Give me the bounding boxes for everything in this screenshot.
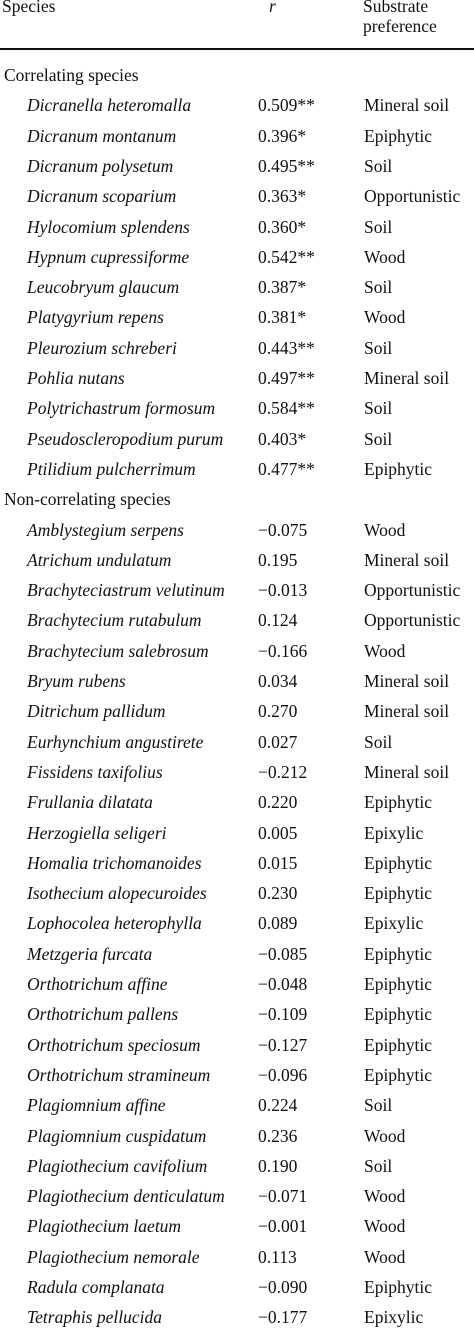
species-cell: Orthotrichum stramineum	[27, 1064, 211, 1085]
r-cell: 0.190	[258, 1155, 298, 1176]
r-cell: −0.090	[258, 1277, 308, 1297]
substrate-cell: Wood	[364, 307, 406, 328]
species-cell: Brachytecium salebrosum	[27, 640, 209, 661]
r-cell: 0.542**	[258, 246, 315, 267]
table-row	[0, 1181, 474, 1211]
r-cell: −0.085	[258, 943, 308, 964]
table-row	[0, 878, 474, 908]
substrate-cell: Epiphytic	[364, 458, 433, 479]
substrate-cell: Epiphytic	[364, 1034, 433, 1055]
header-substrate-line1: Substrate	[363, 0, 429, 16]
substrate-cell: Soil	[364, 731, 393, 752]
r-cell: −0.048	[258, 974, 308, 994]
table-row	[0, 787, 474, 817]
r-cell: −0.109	[258, 1004, 308, 1025]
r-cell: −0.096	[258, 1064, 308, 1085]
table-row	[0, 1121, 474, 1151]
species-cell: Bryum rubens	[27, 671, 126, 691]
species-cell: Hypnum cupressiforme	[27, 246, 190, 267]
table-row	[0, 272, 474, 302]
species-cell: Ptilidium pulcherrimum	[27, 458, 196, 479]
substrate-cell: Epiphytic	[364, 125, 433, 146]
r-cell: −0.127	[258, 1034, 308, 1055]
table-row	[0, 1272, 474, 1302]
header-substrate	[363, 0, 474, 36]
r-cell: −0.013	[258, 580, 308, 601]
species-cell: Fissidens taxifolius	[27, 761, 163, 782]
r-cell: 0.477**	[258, 458, 315, 479]
substrate-cell: Opportunistic	[364, 186, 461, 207]
r-cell: −0.177	[258, 1307, 308, 1328]
species-cell: Frullania dilatata	[27, 792, 153, 813]
substrate-cell: Epiphytic	[364, 792, 433, 813]
substrate-cell: Wood	[364, 1125, 406, 1146]
species-cell: Tetraphis pellucida	[27, 1307, 162, 1328]
table-row	[0, 969, 474, 999]
group-title: Correlating species	[4, 65, 139, 85]
table-row	[0, 1302, 474, 1332]
table-row	[0, 212, 474, 242]
r-cell: −0.166	[258, 640, 308, 661]
r-cell: 0.381*	[258, 307, 307, 328]
species-cell: Brachytecium rutabulum	[27, 610, 202, 631]
r-cell: 0.224	[258, 1095, 298, 1116]
r-cell: 0.495**	[258, 155, 315, 176]
species-cell: Hylocomium splendens	[27, 216, 190, 237]
table-row	[0, 515, 474, 545]
table-row	[0, 454, 474, 484]
substrate-cell: Soil	[364, 155, 393, 176]
substrate-cell: Epixylic	[364, 822, 424, 843]
species-cell: Brachyteciastrum velutinum	[27, 580, 225, 601]
substrate-cell: Wood	[364, 1216, 406, 1237]
table-header	[0, 0, 474, 48]
r-cell: 0.195	[258, 549, 298, 570]
table-row	[0, 90, 474, 120]
r-cell: 0.034	[258, 671, 298, 691]
r-cell: 0.124	[258, 610, 298, 631]
table-row	[0, 636, 474, 666]
substrate-cell: Mineral soil	[364, 95, 450, 116]
r-cell: 0.584**	[258, 398, 315, 419]
r-cell: 0.236	[258, 1125, 298, 1146]
table-row	[0, 1211, 474, 1241]
substrate-cell: Opportunistic	[364, 610, 461, 631]
table-row	[0, 424, 474, 454]
species-cell: Dicranella heteromalla	[27, 95, 192, 116]
substrate-cell: Mineral soil	[364, 761, 450, 782]
r-cell: 0.270	[258, 701, 298, 722]
table-row	[0, 302, 474, 332]
species-cell: Lophocolea heterophylla	[27, 913, 202, 934]
species-cell: Metzgeria furcata	[27, 943, 153, 964]
r-cell: 0.113	[258, 1246, 297, 1267]
table-row	[0, 333, 474, 363]
species-cell: Dicranum montanum	[27, 125, 177, 146]
table-row	[0, 999, 474, 1029]
species-cell: Amblystegium serpens	[27, 519, 184, 540]
substrate-cell: Wood	[364, 640, 406, 661]
r-cell: −0.001	[258, 1216, 308, 1237]
r-cell: 0.360*	[258, 216, 307, 237]
substrate-cell: Epixylic	[364, 913, 424, 934]
substrate-cell: Epiphytic	[364, 1004, 433, 1025]
header-r: r	[269, 0, 276, 16]
substrate-cell: Soil	[364, 1155, 393, 1176]
r-cell: 0.509**	[258, 95, 315, 116]
table-row	[0, 939, 474, 969]
species-cell: Orthotrichum pallens	[27, 1004, 179, 1025]
substrate-cell: Soil	[364, 216, 393, 237]
species-cell: Plagiothecium denticulatum	[27, 1186, 225, 1207]
substrate-cell: Epiphytic	[364, 974, 433, 994]
table-row	[0, 575, 474, 605]
species-cell: Polytrichastrum formosum	[27, 398, 216, 419]
r-cell: 0.027	[258, 731, 298, 752]
species-cell: Orthotrichum affine	[27, 974, 168, 994]
table-row	[0, 1090, 474, 1120]
r-cell: 0.443**	[258, 337, 315, 358]
r-cell: 0.363*	[258, 186, 307, 207]
substrate-cell: Opportunistic	[364, 580, 461, 601]
header-substrate-line2: preference	[363, 16, 437, 36]
substrate-cell: Wood	[364, 1246, 406, 1267]
table-row	[0, 908, 474, 938]
species-cell: Leucobryum glaucum	[27, 277, 180, 298]
species-cell: Radula complanata	[27, 1277, 165, 1297]
table-row	[0, 363, 474, 393]
table-row	[0, 1242, 474, 1272]
r-cell: 0.015	[258, 852, 298, 873]
table-row	[0, 1030, 474, 1060]
table-row	[0, 545, 474, 575]
table-row	[0, 393, 474, 423]
substrate-cell: Mineral soil	[364, 368, 450, 388]
header-species: Species	[2, 0, 56, 16]
substrate-cell: Epiphytic	[364, 1277, 433, 1297]
r-cell: −0.075	[258, 519, 308, 540]
table-row	[0, 818, 474, 848]
table-row	[0, 121, 474, 151]
substrate-cell: Epiphytic	[364, 1064, 433, 1085]
substrate-cell: Mineral soil	[364, 671, 450, 691]
table-row	[0, 1151, 474, 1181]
species-cell: Dicranum polysetum	[27, 155, 174, 176]
r-cell: 0.497**	[258, 368, 315, 388]
table-row	[0, 696, 474, 726]
group-title: Non-correlating species	[4, 489, 171, 510]
species-cell: Plagiothecium cavifolium	[27, 1155, 208, 1176]
species-cell: Plagiomnium affine	[27, 1095, 166, 1116]
species-cell: Platygyrium repens	[27, 307, 164, 328]
table-row	[0, 605, 474, 635]
r-cell: 0.396*	[258, 125, 307, 146]
substrate-cell: Mineral soil	[364, 701, 450, 722]
substrate-cell: Soil	[364, 1095, 393, 1116]
table-row	[0, 181, 474, 211]
header-rule	[0, 48, 474, 50]
r-cell: −0.071	[258, 1186, 308, 1207]
substrate-cell: Soil	[364, 428, 393, 449]
table-row	[0, 242, 474, 272]
species-cell: Herzogiella seligeri	[27, 822, 167, 843]
species-cell: Orthotrichum speciosum	[27, 1034, 201, 1055]
substrate-cell: Soil	[364, 398, 393, 419]
r-cell: 0.220	[258, 792, 298, 813]
substrate-cell: Soil	[364, 277, 393, 298]
species-cell: Pleurozium schreberi	[27, 337, 177, 358]
species-cell: Pseudoscleropodium purum	[27, 428, 224, 449]
substrate-cell: Soil	[364, 337, 393, 358]
species-cell: Pohlia nutans	[27, 368, 125, 388]
r-cell: 0.089	[258, 913, 298, 934]
table-row	[0, 727, 474, 757]
table-row	[0, 757, 474, 787]
substrate-cell: Wood	[364, 519, 406, 540]
species-cell: Dicranum scoparium	[27, 186, 177, 207]
species-cell: Plagiomnium cuspidatum	[27, 1125, 207, 1146]
species-cell: Atrichum undulatum	[27, 549, 172, 570]
species-cell: Ditrichum pallidum	[27, 701, 166, 722]
substrate-cell: Wood	[364, 246, 406, 267]
species-cell: Plagiothecium laetum	[27, 1216, 182, 1237]
r-cell: 0.403*	[258, 428, 307, 449]
species-cell: Plagiothecium nemorale	[27, 1246, 200, 1267]
table-row	[0, 666, 474, 696]
table-row	[0, 1060, 474, 1090]
r-cell: −0.212	[258, 761, 308, 782]
substrate-cell: Epiphytic	[364, 943, 433, 964]
species-cell: Eurhynchium angustirete	[27, 731, 204, 752]
r-cell: 0.230	[258, 883, 298, 904]
species-cell: Isothecium alopecuroides	[27, 883, 207, 904]
substrate-cell: Mineral soil	[364, 549, 450, 570]
substrate-cell: Epiphytic	[364, 883, 433, 904]
substrate-cell: Wood	[364, 1186, 406, 1207]
substrate-cell: Epiphytic	[364, 852, 433, 873]
species-cell: Homalia trichomanoides	[27, 852, 202, 873]
table-row	[0, 848, 474, 878]
substrate-cell: Epixylic	[364, 1307, 424, 1328]
r-cell: 0.005	[258, 822, 298, 843]
r-cell: 0.387*	[258, 277, 307, 298]
table-row	[0, 151, 474, 181]
